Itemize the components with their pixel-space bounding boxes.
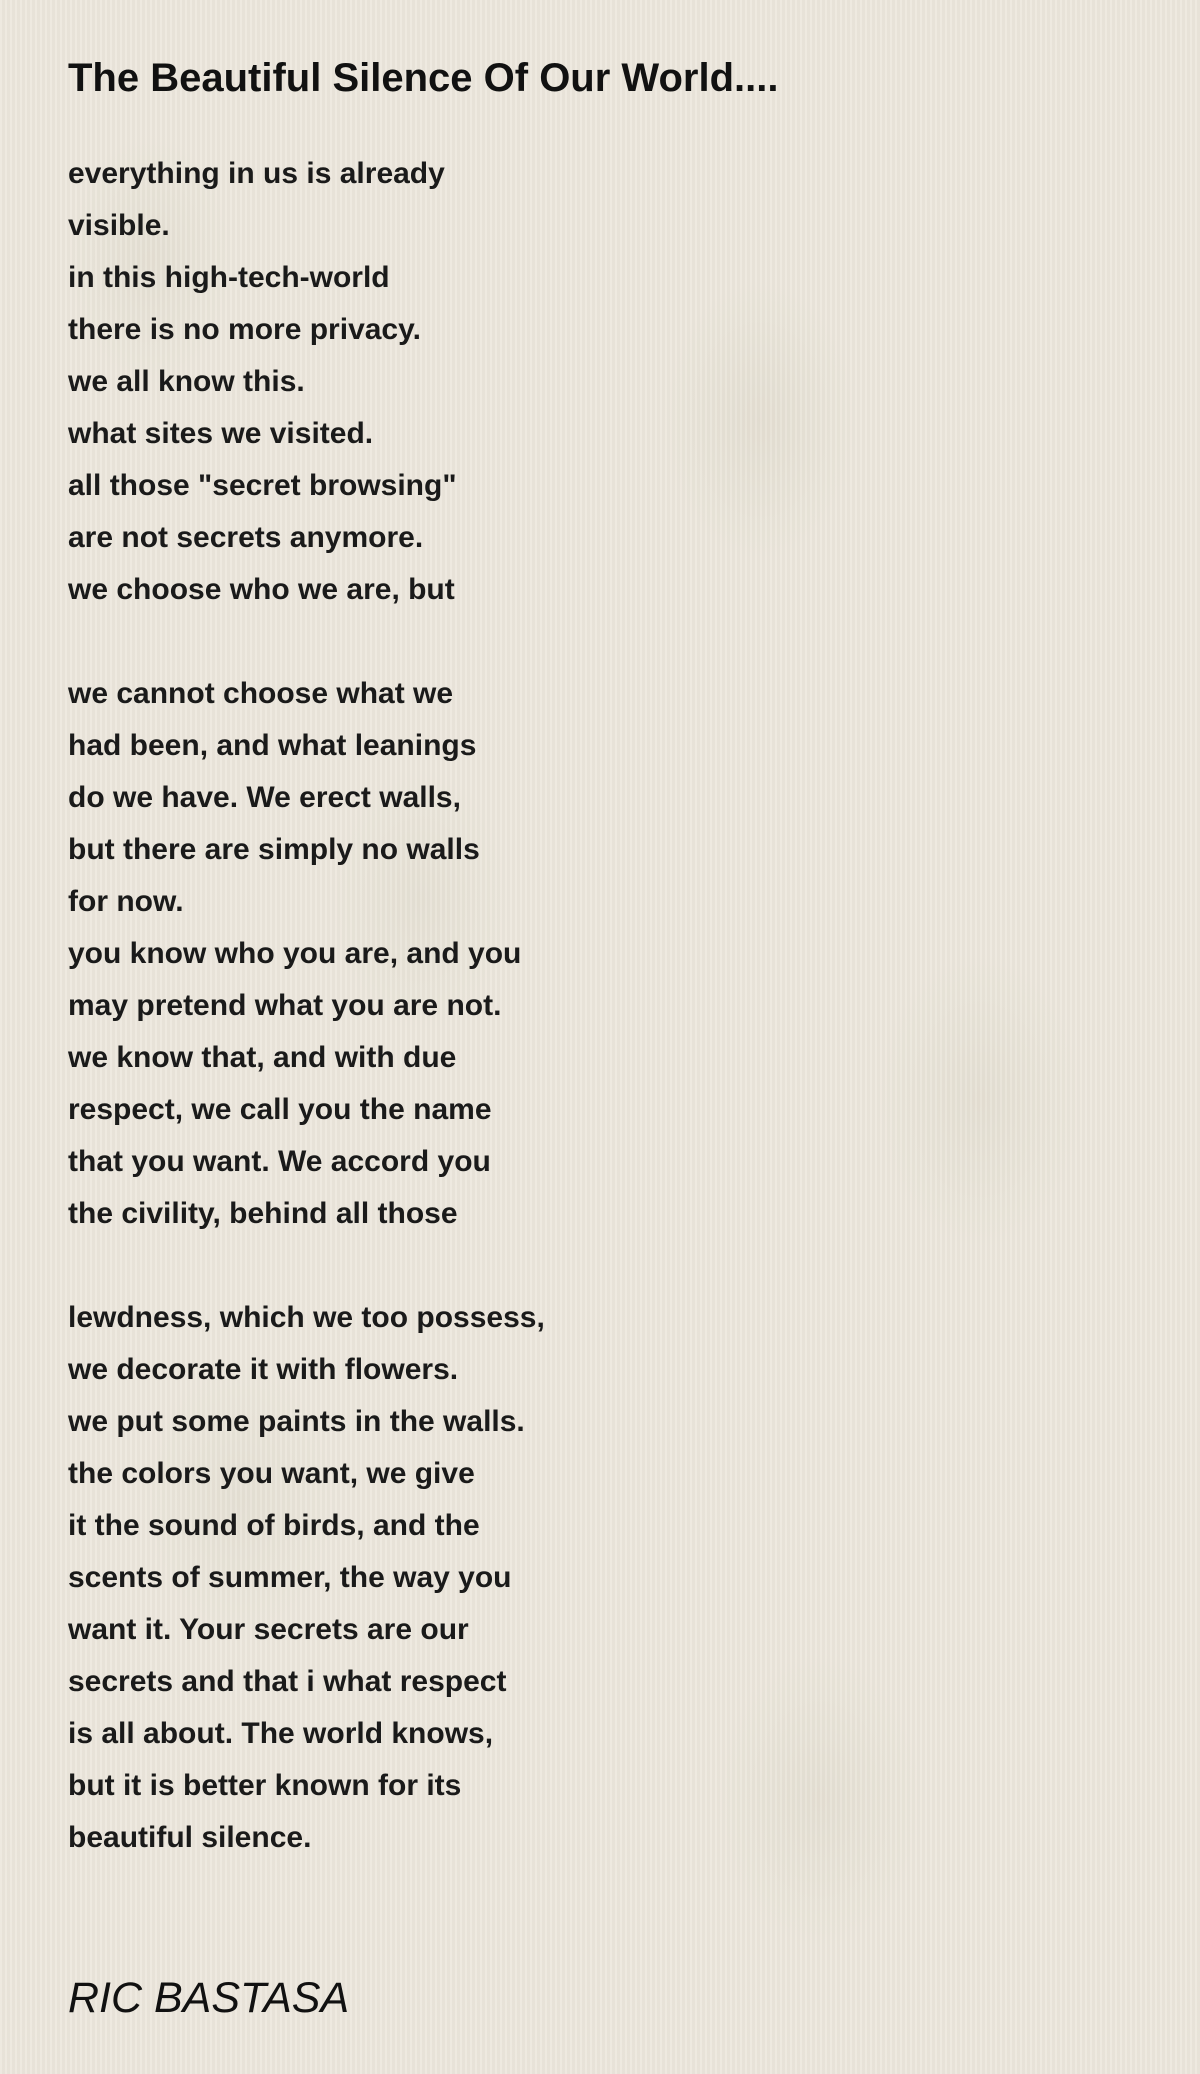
- poem-line: secrets and that i what respect: [68, 1665, 507, 1698]
- poem-line: all those "secret browsing": [68, 469, 457, 502]
- poem-line: in this high-tech-world: [68, 261, 390, 294]
- stanza: [68, 148, 1128, 616]
- poem-line: we know that, and with due: [68, 1041, 457, 1074]
- poem-line: had been, and what leanings: [68, 729, 477, 762]
- poem-line: we decorate it with flowers.: [68, 1353, 459, 1386]
- poem-line: lewdness, which we too possess,: [68, 1301, 545, 1334]
- poem-line: everything in us is already: [68, 157, 445, 190]
- poem-line: but it is better known for its: [68, 1769, 462, 1802]
- poem-line: do we have. We erect walls,: [68, 781, 461, 814]
- poem-line: we cannot choose what we: [68, 677, 454, 710]
- poem-author: RIC BASTASA: [68, 1974, 350, 2022]
- stanza-break: [68, 1240, 1128, 1292]
- poem-line: scents of summer, the way you: [68, 1561, 512, 1594]
- poem-line: but there are simply no walls: [68, 833, 480, 866]
- poem-line: for now.: [68, 885, 184, 918]
- poem-line: it the sound of birds, and the: [68, 1509, 480, 1542]
- poem-line: visible.: [68, 209, 170, 242]
- poem-line: we put some paints in the walls.: [68, 1405, 525, 1438]
- poem-line: we all know this.: [68, 365, 305, 398]
- poem-line: may pretend what you are not.: [68, 989, 502, 1022]
- poem-body: [68, 148, 1128, 1864]
- poem-line: want it. Your secrets are our: [68, 1613, 469, 1646]
- poem-line: there is no more privacy.: [68, 313, 421, 346]
- stanza-break: [68, 616, 1128, 668]
- poem-title: The Beautiful Silence Of Our World....: [68, 56, 779, 100]
- poem-line: we choose who we are, but: [68, 573, 455, 606]
- stanza: [68, 668, 1128, 1240]
- poem-line: the colors you want, we give: [68, 1457, 475, 1490]
- stanza: [68, 1292, 1128, 1864]
- poem-line: what sites we visited.: [68, 417, 374, 450]
- poem-line: you know who you are, and you: [68, 937, 522, 970]
- poem-line: are not secrets anymore.: [68, 521, 424, 554]
- poem-line: beautiful silence.: [68, 1821, 312, 1854]
- poem-line: that you want. We accord you: [68, 1145, 491, 1178]
- poem-line: is all about. The world knows,: [68, 1717, 494, 1750]
- poem-line: respect, we call you the name: [68, 1093, 492, 1126]
- poem-line: the civility, behind all those: [68, 1197, 458, 1230]
